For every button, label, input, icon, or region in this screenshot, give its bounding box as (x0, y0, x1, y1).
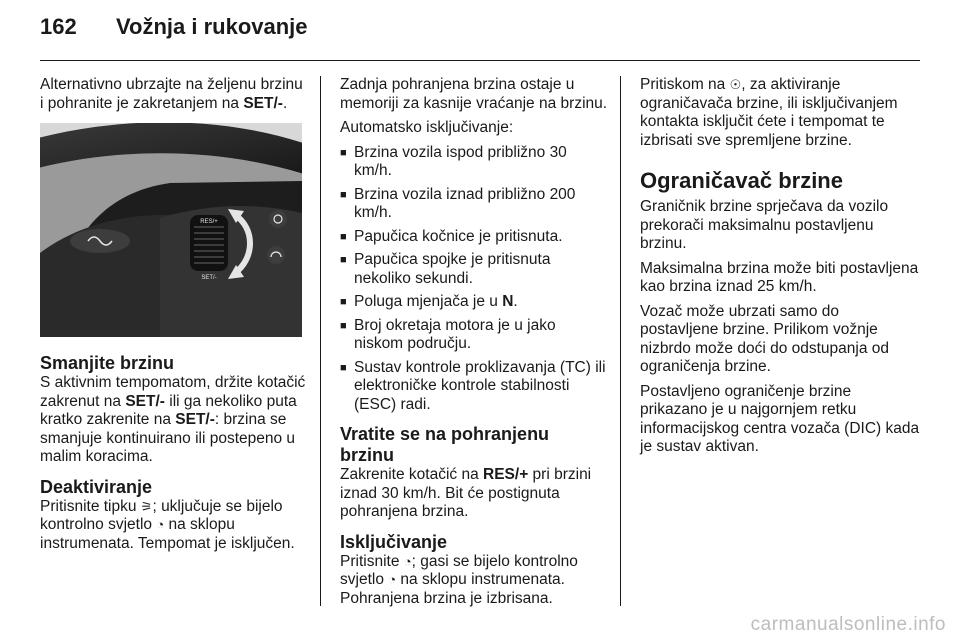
list-item: ■ Brzina vozila ispod približno 30 km/h. (340, 144, 608, 181)
intro-paragraph: Alternativno ubrzajte na željenu brzinu i pohranite je zakretanjem na SET/-. (40, 76, 303, 112)
header-divider (40, 60, 920, 61)
speed-limiter-icon: ☉ (729, 77, 742, 92)
paragraph: Maksimalna brzina može biti postavljena kao brzina iznad 25 km/h. (640, 259, 919, 295)
page-number: 162 (40, 14, 77, 39)
paragraph: S aktivnim tempomatom, držite kotačić zakrenut na SET/- ili ga nekoliko puta kratko zakrenite na SET/-: brzina se smanjuje kontinuirano ili postepeno u malim koracima. (40, 374, 306, 465)
cruise-control-indicator-icon: ◔ (388, 572, 397, 587)
list-item: ■ Papučica spojke je pritisnuta nekoliko sekundi. (340, 251, 608, 288)
column-divider (320, 76, 321, 606)
list-item: ■ Brzina vozila iznad približno 200 km/h. (340, 186, 608, 223)
res-plus-label: RES/+ (200, 219, 218, 225)
page-header (0, 0, 960, 62)
list-item: ■ Sustav kontrole proklizavanja (TC) ili elektroničke kontrole stabilnosti (ESC) radi. (340, 359, 608, 415)
section-heading: Isključivanje (340, 531, 448, 552)
paragraph: Graničnik brzine sprječava da vozilo prekorači maksimalnu postavljenu brzinu. (640, 198, 889, 252)
paragraph: Pritisnite tipku ⚞; uključuje se bijelo kontrolno svjetlo ◔ na sklopu instrumenata. Tempomat je isključen. (40, 497, 295, 552)
steering-wheel-illustration (40, 123, 302, 337)
paragraph: Pritiskom na ☉, za aktiviranje ograničavača brzine, ili isključivanjem kontakta isključit ćete i tempomat te izbrisati sve spremljene brzine. (640, 76, 898, 149)
chapter-title: Vožnja i rukovanje (116, 14, 308, 39)
list-item: ■ Papučica kočnice je pritisnuta. (340, 228, 608, 247)
paragraph: Pritisnite ◔; gasi se bijelo kontrolno svjetlo ◔ na sklopu instrumenata. Pohranjena brzina je izbrisana. (340, 552, 578, 607)
watermark: carmanualsonline.info (750, 614, 946, 635)
paragraph: Zadnja pohranjena brzina ostaje u memoriji za kasnije vraćanje na brzinu. (340, 76, 608, 112)
speed-limiter-button (269, 210, 287, 228)
column-middle (340, 76, 608, 614)
section-title: Ograničavač brzine (640, 168, 843, 193)
paragraph: Postavljeno ograničenje brzine prikazano je u najgornjem retku informacijskog centra vozača (DIC) kada je sustav aktivan. (640, 382, 920, 455)
steering-wheel-controls-figure (40, 123, 302, 337)
cruise-control-off-icon: ⚞ (140, 498, 153, 514)
section-heading: Vratite se na pohranjenu brzinu (340, 424, 550, 465)
paragraph: Automatsko isključivanje: (340, 119, 514, 136)
column-left (40, 76, 308, 559)
cruise-on-button (267, 246, 285, 264)
auto-deactivation-list (340, 144, 608, 415)
paragraph: Vozač može ubrzati samo do postavljene brzine. Prilikom vožnje nizbrdo može doći do odstupanja od ograničenja brzine. (640, 302, 890, 375)
column-divider (620, 76, 621, 606)
set-minus-label: SET/- (201, 275, 217, 281)
list-item: ■ Poluga mjenjača je u N. (340, 293, 608, 312)
paragraph: Zakrenite kotačić na RES/+ pri brzini iznad 30 km/h. Bit će postignuta pohranjena brzina. (340, 466, 592, 520)
cruise-control-indicator-icon: ◔ (156, 517, 165, 532)
column-right (640, 76, 920, 463)
list-item: ■ Broj okretaja motora je u jako niskom području. (340, 317, 608, 354)
section-heading: Deaktiviranje (40, 476, 153, 497)
section-heading: Smanjite brzinu (40, 353, 175, 373)
cruise-control-indicator-icon: ◔ (403, 553, 412, 569)
